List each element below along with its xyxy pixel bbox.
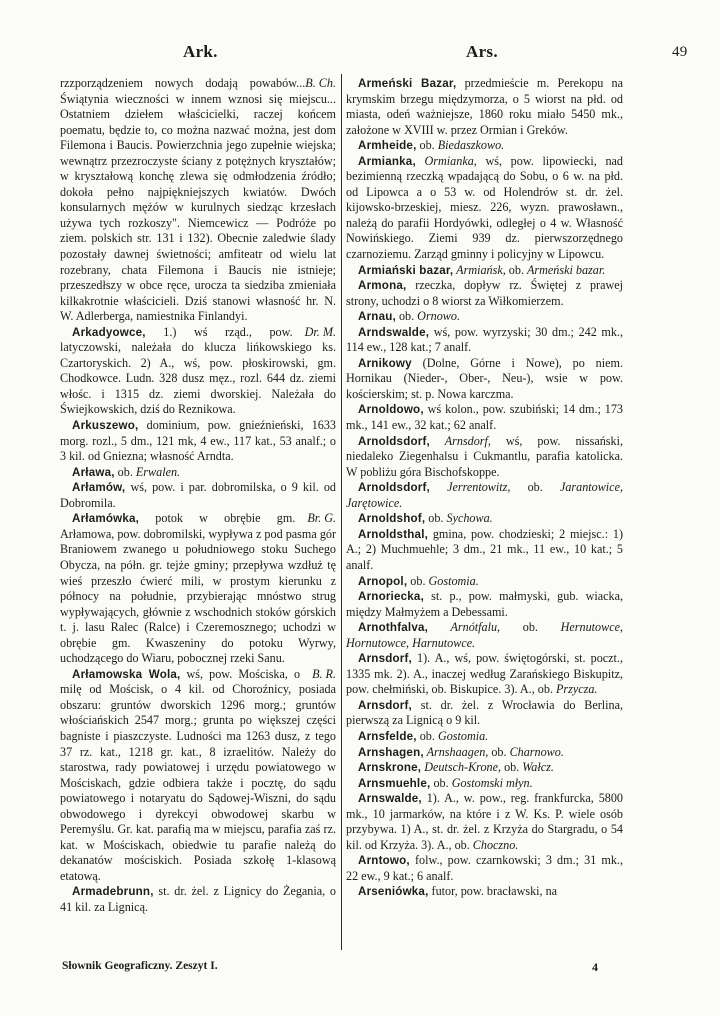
signature-mark: 4 xyxy=(592,960,598,974)
entry-reference: Erwalen. xyxy=(135,464,181,479)
entry-text: wś, pow. i par. dobromilska, o 9 kil. od Dobromila. xyxy=(60,480,336,510)
entry-reference: Biedaszkowo. xyxy=(437,138,505,153)
entry-reference: Przycza. xyxy=(555,682,598,697)
entry-variant: Deutsch-Krone, xyxy=(421,760,502,775)
entry-variant: Arnsdorf, xyxy=(429,433,491,448)
entry-headword: Arnsdorf, xyxy=(358,652,412,666)
running-head-right: Ars. xyxy=(466,42,498,61)
entry-headword: Arnsfelde, xyxy=(358,729,417,743)
entry-variant: Ormianka, xyxy=(415,153,477,168)
entry-text: 1.) wś rząd., pow. latyczowski, należała do klucza lińkowskiego ks. Czartoryskich. 2) A., wś, pow. płoskirowski, gm. Chodkowce. Ludn. 328 dusz męz., rozl. 644 dz. ziemi włośc. i 1315 dz. ziemi dworskiej. Należała do Świejkowskich, dziś do Reznikowa. xyxy=(60,324,336,417)
dictionary-entry xyxy=(346,356,623,403)
entry-text: 1). A., wś, pow. świętogórski, st. poczt., 1335 mk. 2). A., inaczej według Zarańskiego Biskupitz, pow. chełmiński, ob. Biskupice. 3). A., ob. xyxy=(346,651,623,697)
author-signature: B. Ch. xyxy=(305,76,336,90)
entry-reference: Charnowo. xyxy=(509,744,564,759)
entry-headword: Armona, xyxy=(358,279,407,293)
entry-reference: Jarantowice, Jarętowice. xyxy=(346,480,623,510)
dictionary-entry xyxy=(346,853,623,884)
dictionary-entry xyxy=(346,574,623,590)
dictionary-entry xyxy=(346,480,623,511)
entry-reference: Hernutowce, Hornutowce, Harnutowce. xyxy=(346,620,623,650)
entry-text: ob. xyxy=(430,775,452,790)
dictionary-entry xyxy=(60,884,336,915)
dictionary-entry xyxy=(346,776,623,792)
entry-headword: Arnoldowo, xyxy=(358,403,424,417)
entry-headword: Arnshagen, xyxy=(358,745,424,759)
dictionary-entry xyxy=(60,480,336,511)
entry-text: wś kolon., pow. szubiński; 14 dm.; 173 mk., 141 ew., 32 kat.; 62 analf. xyxy=(346,402,623,433)
entry-headword: Arntowo, xyxy=(358,854,410,868)
entry-text: (Dolne, Górne i Nowe), po niem. Hornikau (Nieder-, Ober-, Neu-), wsie w pow. kościerskim; st. p. Nowa karczma. xyxy=(346,355,623,401)
entry-text: ob. xyxy=(425,511,447,526)
entry-variant: Arnótfalu, xyxy=(428,620,501,635)
column-divider xyxy=(341,74,342,950)
entry-text: st. dr. żel. z Wrocławia do Berlina, pierwszą za Lignicą o 9 kil. xyxy=(346,697,623,728)
entry-headword: Arkuszewo, xyxy=(72,419,139,433)
entry-variant: Armiańsk, xyxy=(453,262,506,277)
entry-reference: Gostomia. xyxy=(428,573,479,588)
dictionary-entry xyxy=(346,729,623,745)
dictionary-entry xyxy=(346,620,623,651)
entry-reference: Choczno. xyxy=(472,837,519,852)
entry-text: wś, pow. nissański, niedaleko Ziegenhalsu i Cukmantlu, parafia katolicka. W pobliżu góra Bischofskoppe. xyxy=(346,433,624,479)
entry-text: ob. xyxy=(395,309,418,324)
entry-reference: Wałcz. xyxy=(522,760,554,775)
dictionary-entry xyxy=(346,278,623,309)
entry-reference: Gostomski młyn. xyxy=(451,775,533,790)
dictionary-entry xyxy=(346,434,623,481)
entry-headword: Arnoriecka, xyxy=(358,590,424,604)
entry-text: ob. xyxy=(510,480,560,495)
entry-reference: Gostomia. xyxy=(437,728,489,743)
entry-text: dominium, pow. gnieźnieński, 1633 morg. rozl., 5 dm., 121 mk, 4 ew., 117 kat., 53 analf.; o 3 kil. od Gniezna; własność Arndta. xyxy=(60,418,336,464)
dictionary-entry xyxy=(60,667,336,885)
entry-headword: Arłamowska Wola, xyxy=(72,667,181,681)
author-signature: Br. G. xyxy=(307,511,336,526)
entry-headword: Arnoldsthal, xyxy=(358,527,429,541)
entry-text: st. dr. żel. z Lignicy do Żegania, o 41 kil. za Lignicą. xyxy=(60,884,336,914)
entry-text: rzeczka, dopływ rz. Świętej z prawej strony, uchodzi o 8 wiorst za Wiłkomierzem. xyxy=(346,278,623,308)
dictionary-entry xyxy=(346,76,623,138)
entry-variant: Jerrentowitz, xyxy=(429,480,511,495)
dictionary-entry xyxy=(60,418,336,465)
entry-text: futor, pow. bracławski, na xyxy=(428,884,558,899)
page-number: 49 xyxy=(672,44,688,60)
running-head-left: Ark. xyxy=(183,42,218,61)
entry-text: ob. xyxy=(500,620,561,635)
entry-headword: Arnikowy xyxy=(358,356,412,370)
entry-headword: Arnswalde, xyxy=(358,792,422,806)
entry-headword: Arnopol, xyxy=(358,574,408,588)
dictionary-entry xyxy=(346,402,623,433)
entry-text: wś, pow. wyrzyski; 30 dm.; 242 mk., 114 ew., 128 kat.; 7 analf. xyxy=(346,324,623,355)
dictionary-entry xyxy=(346,154,623,263)
entry-text: potok w obrębie gm. Arłamowa, pow. dobromilski, wypływa z pod pasma gór Braniowem zwanego u południowego stoku Suchego Obycza, na półn. gr. tejże gminy; przepływa wzdłuż tę wieś przeszło ćwierć mili, w prostym kierunku z północy na południe, przybierając mnóstwo strug wypływających, głównie z wschodnich stoków górskich t. j. lasu Ralec (Ralce) i Czeremosznego; uchodzi w obrębie gm. Kwaszeniny do potoku Wyrwy, uchodzącego do Wiaru, pobocznej rzeki Sanu. xyxy=(60,511,336,666)
author-signature: B. R. xyxy=(312,666,336,681)
dictionary-entry xyxy=(346,511,623,527)
entry-text: rzzporządzeniem nowych dodają powabów... Świątynia wieczności w innem wznosi się miejscu... Ostatniem dziełem właścicielki, raczej końcem poematu, będzie to, co można nazwać można, jest dom Filemona i Baucis. Powierzchnia jego zupełnie wiejska; wewnątrz przezroczyste ściany z potężnych kryształów; w kryształową konchę zlewa się odmłodzenia źródło; dokoła pełno najpiękniejszych kwiatów. Dwóch konsularnych mężów w kurulnych siedząc krzesłach używa tych rozkoszy". Niemcewicz — Podróże po ziem. polskich str. 131 i 132). Obecnie zaledwie ślady pozostały dawnej świetności; amfiteatr od wielu lat rozebrany, chata Filemona i Baucis nie istnieje; przeszedłszy w obce ręce, urocza ta siedziba zmieniała kilkakrotnie właścicieli. Dziś stanowi własność hr. N. W. Adlerberga, namiestnika Finlandyi. xyxy=(60,76,336,324)
dictionary-entry xyxy=(346,884,623,900)
entry-text: ob. xyxy=(114,464,136,479)
entry-reference: Armeński bazar. xyxy=(527,262,606,277)
dictionary-entry xyxy=(346,527,623,574)
entry-headword: Arnsdorf, xyxy=(358,698,412,712)
entry-headword: Armianka, xyxy=(358,154,416,168)
left-column xyxy=(60,76,336,916)
entry-headword: Arnau, xyxy=(358,310,396,324)
author-signature: Dr. M. xyxy=(304,324,336,339)
entry-text: ob. xyxy=(407,573,429,588)
dictionary-entry xyxy=(60,325,336,418)
entry-text: przedmieście m. Perekopu na krymskim brzegu międzymorza, o 5 wiorst na płd. od miasta, odeń ważniejsze, 1860 roku miało 5450 mk., założone w XVIII w. przez Ormian i Greków. xyxy=(346,76,623,137)
dictionary-entry xyxy=(346,325,623,356)
entry-variant: Arnshaagen, xyxy=(423,744,489,759)
entry-text: ob. xyxy=(416,728,438,743)
entry-text: folw., pow. czarnkowski; 3 dm.; 31 mk., 22 ew., 9 kat.; 6 analf. xyxy=(346,853,623,883)
entry-headword: Arnothfalva, xyxy=(358,621,429,635)
dictionary-entry xyxy=(346,651,623,698)
entry-text: st. p., pow. małmyski, gub. wiacka, między Małmyżem a Debessami. xyxy=(346,589,623,619)
entry-text: wś, pow. Mościska, o milę od Mościsk, o 4 kil. od Choroźnicy, posiada obszaru: gruntów dworskich 1296 morg.; gruntów włościańskich 2547 morg.; grunta po większej części bagniste i piaszczyste. Ludności ma 1263 dusz, z tego 37 rz. kat., 1218 gr. kat., 8 izraelitów. Należy do starostwa, rady powiatowej i urzędu powiatowego w Mościskach, gdzie odbiera także i pocztę, do sądu powiatowego i notaryatu do Sądowej-Wiszni, do sądu obwodowego i dyrekcyi obwodowej skarbu w Peremyślu. Gr. kat. parafią ma w miejscu, parafia zaś rz. kat. w Mościskach, obiedwie tu parafie należą do dekanatów mościskich. Posiada szkołę 1-klasową etatową. xyxy=(60,666,336,883)
entry-reference: Sychowa. xyxy=(446,511,493,526)
entry-headword: Arława, xyxy=(72,465,115,479)
dictionary-entry xyxy=(346,745,623,761)
dictionary-entry xyxy=(60,465,336,481)
dictionary-entry xyxy=(60,76,336,325)
entry-reference: Ornowo. xyxy=(417,309,461,324)
entry-text: 1). A., w. pow., reg. frankfurcka, 5800 mk., 10 jarmarków, na które i z W. Ks. P. wiele osób przybywa. 1) A., st. dr. żel. z Krzyża do Stargradu, o 54 kil. od Krzyża. 3). A., ob. xyxy=(346,791,623,852)
entry-headword: Arnoldsdorf, xyxy=(358,481,430,495)
entry-text: ob. xyxy=(488,744,510,759)
entry-text: gmina, pow. chodzieski; 2 miejsc.: 1) A.; 2) Muchmuehle; 3 dm., 21 mk., 11 ew., 10 kat.; 5 analf. xyxy=(346,526,623,572)
entry-headword: Armadebrunn, xyxy=(72,885,154,899)
entry-text: ob. xyxy=(416,138,438,153)
entry-headword: Armeński Bazar, xyxy=(358,77,457,90)
dictionary-entry xyxy=(346,760,623,776)
dictionary-entry xyxy=(346,263,623,279)
dictionary-entry xyxy=(346,791,623,853)
entry-headword: Arnskrone, xyxy=(358,761,422,775)
dictionary-entry xyxy=(346,309,623,325)
entry-headword: Arndswalde, xyxy=(358,325,430,339)
entry-text: wś, pow. lipowiecki, nad bezimienną rzeczką wpadającą do Sobu, o 6 w. na płd. od Lipowca a o 53 w. od Holendrów st. dr. żel. kijowsko-brzeskiej, miesz. 226, wyzn. prawosławn., należą do parafii Hordyówki, odległej o 4 w. Własność Nowińskiego. Ziemi 939 dz. pierwszorzędnego czarnoziemu. Zarząd gminny i policyjny w Lipowcu. xyxy=(346,153,623,262)
dictionary-entry xyxy=(346,589,623,620)
right-column xyxy=(346,76,623,900)
entry-text: ob. xyxy=(505,262,527,277)
entry-headword: Arłamówka, xyxy=(72,512,140,526)
dictionary-entry xyxy=(346,698,623,729)
entry-headword: Arnoldsdorf, xyxy=(358,434,430,448)
entry-headword: Armiański bazar, xyxy=(358,263,454,277)
entry-headword: Arnsmuehle, xyxy=(358,776,431,790)
footer-title: Słownik Geograficzny. Zeszyt I. xyxy=(62,960,218,972)
entry-headword: Arseniówka, xyxy=(358,885,429,899)
entry-text: ob. xyxy=(501,760,523,775)
entry-headword: Armheide, xyxy=(358,139,417,153)
dictionary-entry xyxy=(346,138,623,154)
entry-headword: Arnoldshof, xyxy=(358,512,426,526)
entry-headword: Arłamów, xyxy=(72,481,126,495)
entry-headword: Arkadyowce, xyxy=(72,325,146,339)
dictionary-entry xyxy=(60,511,336,666)
